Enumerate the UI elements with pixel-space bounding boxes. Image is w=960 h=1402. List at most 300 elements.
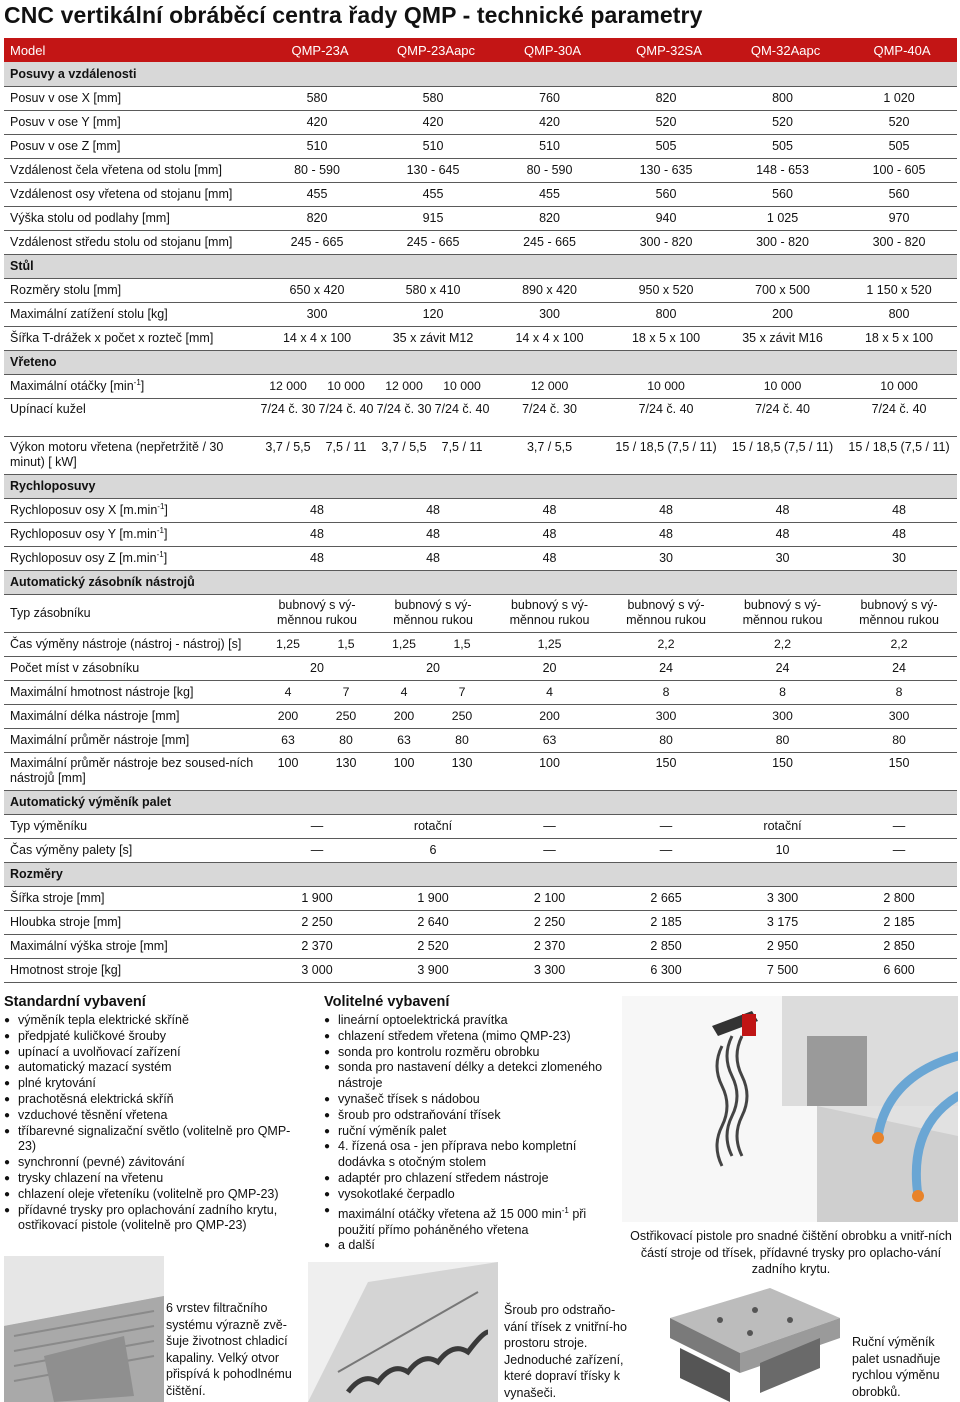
value-cell: 6 <box>375 838 491 862</box>
header-cell: QMP-30A <box>491 38 608 62</box>
value-cell: 1 900 <box>375 886 491 910</box>
filter-photo <box>4 1256 164 1402</box>
row-label: Maximální zatížení stolu [kg] <box>4 302 259 326</box>
value-cell: 2 950 <box>724 934 841 958</box>
value-cell: 30 <box>841 546 957 570</box>
list-item: ● vysokotlaké čerpadlo <box>324 1187 604 1203</box>
value-cell: 2 850 <box>608 934 724 958</box>
value-cell: 10 000 <box>317 374 375 398</box>
list-item: ● upínací a uvolňovací zařízení <box>4 1045 304 1061</box>
value-cell: 7/24 č. 30 <box>375 398 433 436</box>
value-cell: 130 <box>433 752 491 790</box>
value-cell: 3 900 <box>375 958 491 982</box>
value-cell: 8 <box>608 680 724 704</box>
value-cell: 300 <box>608 704 724 728</box>
value-cell: 7 <box>317 680 375 704</box>
value-cell: bubnový s vý-měnnou rukou <box>608 594 724 632</box>
value-cell: 455 <box>375 182 491 206</box>
value-cell: 200 <box>724 302 841 326</box>
row-label: Posuv v ose X [mm] <box>4 86 259 110</box>
value-cell: 510 <box>375 134 491 158</box>
value-cell: 10 000 <box>841 374 957 398</box>
value-cell: 48 <box>841 498 957 522</box>
value-cell: 2,2 <box>608 632 724 656</box>
value-cell: 15 / 18,5 (7,5 / 11) <box>608 436 724 474</box>
value-cell: 970 <box>841 206 957 230</box>
row-label: Vzdálenost osy vřetena od stojanu [mm] <box>4 182 259 206</box>
value-cell: 6 600 <box>841 958 957 982</box>
value-cell: 800 <box>608 302 724 326</box>
value-cell: 300 - 820 <box>724 230 841 254</box>
table-row <box>4 302 957 326</box>
value-cell: 2 370 <box>491 934 608 958</box>
section-row <box>4 790 957 814</box>
value-cell: — <box>841 814 957 838</box>
value-cell: 2 640 <box>375 910 491 934</box>
value-cell: 8 <box>841 680 957 704</box>
value-cell: 505 <box>724 134 841 158</box>
value-cell: 250 <box>433 704 491 728</box>
value-cell: 4 <box>491 680 608 704</box>
value-cell: 80 <box>608 728 724 752</box>
value-cell: 650 x 420 <box>259 278 375 302</box>
row-label: Čas výměny nástroje (nástroj - nástroj) [s] <box>4 632 259 656</box>
value-cell: 1 900 <box>259 886 375 910</box>
value-cell: 800 <box>841 302 957 326</box>
value-cell: 2,2 <box>841 632 957 656</box>
screw-photo <box>308 1262 498 1402</box>
value-cell: 300 <box>841 704 957 728</box>
row-label: Maximální výška stroje [mm] <box>4 934 259 958</box>
value-cell: 130 - 645 <box>375 158 491 182</box>
value-cell: — <box>259 814 375 838</box>
value-cell: 2 370 <box>259 934 375 958</box>
value-cell: 20 <box>259 656 375 680</box>
value-cell: 63 <box>259 728 317 752</box>
value-cell: bubnový s vý-měnnou rukou <box>259 594 375 632</box>
value-cell: 3 300 <box>724 886 841 910</box>
value-cell: 915 <box>375 206 491 230</box>
value-cell: 48 <box>259 498 375 522</box>
value-cell: 3,7 / 5,5 <box>491 436 608 474</box>
list-item: ● šroub pro odstraňování třísek <box>324 1108 604 1124</box>
table-row <box>4 958 957 982</box>
value-cell: 890 x 420 <box>491 278 608 302</box>
value-cell: 420 <box>375 110 491 134</box>
value-cell: 7/24 č. 30 <box>491 398 608 436</box>
list-item: ● vzduchové těsnění vřetena <box>4 1108 304 1124</box>
value-cell: 700 x 500 <box>724 278 841 302</box>
list-item: ● automatický mazací systém <box>4 1060 304 1076</box>
value-cell: 3 300 <box>491 958 608 982</box>
value-cell: 4 <box>375 680 433 704</box>
value-cell: 80 <box>841 728 957 752</box>
value-cell: 48 <box>491 546 608 570</box>
optional-equipment-title: Volitelné vybavení <box>324 994 450 1010</box>
value-cell: 7/24 č. 40 <box>841 398 957 436</box>
value-cell: 505 <box>608 134 724 158</box>
value-cell: 560 <box>608 182 724 206</box>
value-cell: 3,7 / 5,5 <box>375 436 433 474</box>
screw-photo-graphic <box>308 1262 498 1402</box>
value-cell: 820 <box>491 206 608 230</box>
table-row <box>4 326 957 350</box>
table-row <box>4 632 957 656</box>
value-cell: 2 250 <box>491 910 608 934</box>
value-cell: 300 - 820 <box>841 230 957 254</box>
value-cell: 148 - 653 <box>724 158 841 182</box>
value-cell: 7 <box>433 680 491 704</box>
value-cell: 63 <box>375 728 433 752</box>
value-cell: 820 <box>259 206 375 230</box>
value-cell: 7/24 č. 40 <box>317 398 375 436</box>
value-cell: 250 <box>317 704 375 728</box>
row-label: Vzdálenost středu stolu od stojanu [mm] <box>4 230 259 254</box>
row-label: Hmotnost stroje [kg] <box>4 958 259 982</box>
table-row <box>4 278 957 302</box>
value-cell: 48 <box>259 522 375 546</box>
value-cell: — <box>259 838 375 862</box>
value-cell: 24 <box>841 656 957 680</box>
value-cell: 3 175 <box>724 910 841 934</box>
value-cell: 455 <box>259 182 375 206</box>
value-cell: 18 x 5 x 100 <box>841 326 957 350</box>
table-row <box>4 134 957 158</box>
table-row <box>4 498 957 522</box>
value-cell: 1,25 <box>259 632 317 656</box>
list-item: ● chlazení oleje vřeteníku (volitelně pro QMP-23) <box>4 1187 304 1203</box>
filter-photo-graphic <box>4 1256 164 1402</box>
table-row <box>4 182 957 206</box>
table-row <box>4 158 957 182</box>
header-cell: QMP-40A <box>841 38 957 62</box>
table-row <box>4 374 957 398</box>
table-row <box>4 704 957 728</box>
value-cell: 130 - 635 <box>608 158 724 182</box>
value-cell: 200 <box>259 704 317 728</box>
header-cell: QMP-32SA <box>608 38 724 62</box>
optional-equipment-list <box>324 1013 604 1254</box>
value-cell: 520 <box>841 110 957 134</box>
list-item: ● 4. řízená osa - jen příprava nebo kompletní dodávka s otočným stolem <box>324 1139 604 1171</box>
list-item: ● trysky chlazení na vřetenu <box>4 1171 304 1187</box>
row-label: Šířka T-drážek x počet x rozteč [mm] <box>4 326 259 350</box>
value-cell: 80 <box>317 728 375 752</box>
table-row <box>4 110 957 134</box>
value-cell: 15 / 18,5 (7,5 / 11) <box>841 436 957 474</box>
value-cell: 200 <box>491 704 608 728</box>
value-cell: 10 <box>724 838 841 862</box>
value-cell: 48 <box>259 546 375 570</box>
row-label: Typ výměníku <box>4 814 259 838</box>
table-row <box>4 752 957 790</box>
table-row <box>4 86 957 110</box>
table-row <box>4 522 957 546</box>
value-cell: 420 <box>259 110 375 134</box>
list-item: ● tříbarevné signalizační světlo (volitelně pro QMP-23) <box>4 1124 304 1156</box>
value-cell: 15 / 18,5 (7,5 / 11) <box>724 436 841 474</box>
standard-equipment-title: Standardní vybavení <box>4 994 146 1010</box>
value-cell: 7 500 <box>724 958 841 982</box>
header-cell: QMP-23A <box>259 38 375 62</box>
pistol-caption: Ostřikovací pistole pro snadné čištění obrobku a vnitř-ních částí stroje od třísek, přídavné trysky pro oplacho-vání zadního krytu. <box>630 1229 952 1276</box>
section-row <box>4 474 957 498</box>
table-row <box>4 230 957 254</box>
superscript: -1 <box>157 502 165 512</box>
value-cell: 245 - 665 <box>375 230 491 254</box>
value-cell: 7/24 č. 40 <box>433 398 491 436</box>
value-cell: 510 <box>259 134 375 158</box>
list-item: ● ruční výměník palet <box>324 1124 604 1140</box>
section-row <box>4 62 957 86</box>
list-item: ● a další <box>324 1238 604 1254</box>
value-cell: 100 <box>375 752 433 790</box>
superscript: -1 <box>561 1205 569 1215</box>
value-cell: 245 - 665 <box>259 230 375 254</box>
row-label: Maximální průměr nástroje bez soused-ních nástrojů [mm] <box>4 752 259 790</box>
value-cell: 80 <box>433 728 491 752</box>
row-label: Maximální hmotnost nástroje [kg] <box>4 680 259 704</box>
value-cell: 150 <box>724 752 841 790</box>
value-cell: 420 <box>491 110 608 134</box>
pallet-photo-graphic <box>650 1278 850 1402</box>
value-cell: 48 <box>724 522 841 546</box>
value-cell: 48 <box>724 498 841 522</box>
list-item: ● předpjaté kuličkové šrouby <box>4 1029 304 1045</box>
value-cell: 2 665 <box>608 886 724 910</box>
value-cell: 14 x 4 x 100 <box>259 326 375 350</box>
row-label: Rychloposuv osy X $[m.\min^{-1}]$ <box>4 498 259 522</box>
value-cell: 2 800 <box>841 886 957 910</box>
row-label: Čas výměny palety [s] <box>4 838 259 862</box>
header-cell: QMP-23Aapc <box>375 38 491 62</box>
table-row <box>4 838 957 862</box>
value-cell: 3 000 <box>259 958 375 982</box>
value-cell: 24 <box>724 656 841 680</box>
table-row <box>4 546 957 570</box>
value-cell: 1 025 <box>724 206 841 230</box>
section-row <box>4 862 957 886</box>
value-cell: — <box>491 838 608 862</box>
row-label: Upínací kužel <box>4 398 259 436</box>
value-cell: 580 <box>259 86 375 110</box>
section-title: Rychloposuvy <box>4 474 957 498</box>
value-cell: 20 <box>375 656 491 680</box>
value-cell: bubnový s vý-měnnou rukou <box>375 594 491 632</box>
row-label: Výkon motoru vřetena (nepřetržitě / 30 minut) [ kW] <box>4 436 259 474</box>
value-cell: 1 150 x 520 <box>841 278 957 302</box>
value-cell: 30 <box>608 546 724 570</box>
value-cell: 580 <box>375 86 491 110</box>
value-cell: 48 <box>491 498 608 522</box>
value-cell: 7,5 / 11 <box>317 436 375 474</box>
pistol-photo-graphic <box>622 996 958 1222</box>
value-cell: 510 <box>491 134 608 158</box>
value-cell: 940 <box>608 206 724 230</box>
value-cell: 520 <box>724 110 841 134</box>
value-cell: rotační <box>724 814 841 838</box>
value-cell: 820 <box>608 86 724 110</box>
value-cell: 800 <box>724 86 841 110</box>
value-cell: 7/24 č. 40 <box>724 398 841 436</box>
value-cell: 520 <box>608 110 724 134</box>
header-model: Model <box>4 38 259 62</box>
table-row <box>4 436 957 474</box>
list-item: ● maximální otáčky vřetena až 15 000 $\min^{-1}$ při použití přímo poháněného vřetena <box>324 1203 604 1239</box>
value-cell: 24 <box>608 656 724 680</box>
section-title: Posuvy a vzdálenosti <box>4 62 957 86</box>
list-item: ● výměník tepla elektrické skříně <box>4 1013 304 1029</box>
value-cell: 150 <box>841 752 957 790</box>
row-label: Posuv v ose Y [mm] <box>4 110 259 134</box>
value-cell: 3,7 / 5,5 <box>259 436 317 474</box>
section-row <box>4 350 957 374</box>
row-label: Maximální otáčky $[\min^{-1}]$ <box>4 374 259 398</box>
table-row <box>4 594 957 632</box>
value-cell: 2 185 <box>841 910 957 934</box>
value-cell: 300 <box>724 704 841 728</box>
value-cell: bubnový s vý-měnnou rukou <box>491 594 608 632</box>
table-row <box>4 934 957 958</box>
list-item: ● synchronní (pevné) závitování <box>4 1155 304 1171</box>
value-cell: 300 - 820 <box>608 230 724 254</box>
list-item: ● vynašeč třísek s nádobou <box>324 1092 604 1108</box>
row-label: Rozměry stolu [mm] <box>4 278 259 302</box>
value-cell: 35 x závit M12 <box>375 326 491 350</box>
value-cell: 2 850 <box>841 934 957 958</box>
value-cell: 100 <box>259 752 317 790</box>
value-cell: 80 - 590 <box>491 158 608 182</box>
row-label: Rychloposuv osy Y $[m.\min^{-1}]$ <box>4 522 259 546</box>
section-row <box>4 570 957 594</box>
value-cell: rotační <box>375 814 491 838</box>
list-item: ● sonda pro nastavení délky a detekci zlomeného nástroje <box>324 1060 604 1092</box>
value-cell: 300 <box>259 302 375 326</box>
superscript: -1 <box>156 550 164 560</box>
table-row <box>4 656 957 680</box>
value-cell: 80 - 590 <box>259 158 375 182</box>
value-cell: 10 000 <box>608 374 724 398</box>
value-cell: 10 000 <box>724 374 841 398</box>
value-cell: 100 <box>491 752 608 790</box>
section-title: Stůl <box>4 254 957 278</box>
value-cell: 2 250 <box>259 910 375 934</box>
value-cell: 48 <box>375 498 491 522</box>
table-row <box>4 910 957 934</box>
table-row <box>4 680 957 704</box>
row-label: Posuv v ose Z [mm] <box>4 134 259 158</box>
value-cell: 7/24 č. 30 <box>259 398 317 436</box>
spec-table <box>4 38 957 983</box>
value-cell: 2 520 <box>375 934 491 958</box>
value-cell: 4 <box>259 680 317 704</box>
value-cell: 300 <box>491 302 608 326</box>
page-title: CNC vertikální obráběcí centra řady QMP - technické parametry <box>4 2 703 28</box>
value-cell: — <box>841 838 957 862</box>
value-cell: 560 <box>724 182 841 206</box>
value-cell: 20 <box>491 656 608 680</box>
screw-caption: Šroub pro odstraňo-vání třísek z vnitřní-ho prostoru stroje. Jednoduché zařízení, které dopraví třísky k vynašeči. <box>504 1303 627 1400</box>
value-cell: 455 <box>491 182 608 206</box>
value-cell: 12 000 <box>491 374 608 398</box>
value-cell: — <box>491 814 608 838</box>
value-cell: 120 <box>375 302 491 326</box>
value-cell: 760 <box>491 86 608 110</box>
value-cell: 1 020 <box>841 86 957 110</box>
value-cell: 48 <box>841 522 957 546</box>
value-cell: 7,5 / 11 <box>433 436 491 474</box>
value-cell: 1,5 <box>433 632 491 656</box>
list-item: ● adaptér pro chlazení středem nástroje <box>324 1171 604 1187</box>
standard-equipment-list <box>4 1013 304 1234</box>
row-label: Šířka stroje [mm] <box>4 886 259 910</box>
table-row <box>4 886 957 910</box>
value-cell: 505 <box>841 134 957 158</box>
value-cell: 63 <box>491 728 608 752</box>
value-cell: 7/24 č. 40 <box>608 398 724 436</box>
pallet-caption: Ruční výměník palet usnadňuje rychlou výměnu obrobků. <box>852 1335 941 1399</box>
value-cell: 18 x 5 x 100 <box>608 326 724 350</box>
value-cell: 150 <box>608 752 724 790</box>
row-label: Hloubka stroje [mm] <box>4 910 259 934</box>
table-row <box>4 814 957 838</box>
header-cell: QM-32Aapc <box>724 38 841 62</box>
section-row <box>4 254 957 278</box>
row-label: Výška stolu od podlahy [mm] <box>4 206 259 230</box>
value-cell: 48 <box>608 498 724 522</box>
value-cell: 6 300 <box>608 958 724 982</box>
value-cell: 245 - 665 <box>491 230 608 254</box>
value-cell: 48 <box>375 522 491 546</box>
superscript: -1 <box>156 526 164 536</box>
value-cell: 30 <box>724 546 841 570</box>
value-cell: 560 <box>841 182 957 206</box>
value-cell: 12 000 <box>375 374 433 398</box>
value-cell: bubnový s vý-měnnou rukou <box>841 594 957 632</box>
section-title: Rozměry <box>4 862 957 886</box>
value-cell: 35 x závit M16 <box>724 326 841 350</box>
value-cell: 10 000 <box>433 374 491 398</box>
row-label: Počet míst v zásobníku <box>4 656 259 680</box>
row-label: Vzdálenost čela vřetena od stolu [mm] <box>4 158 259 182</box>
pistol-photo <box>622 996 958 1222</box>
section-title: Automatický zásobník nástrojů <box>4 570 957 594</box>
list-item: ● chlazení středem vřetena (mimo QMP-23) <box>324 1029 604 1045</box>
list-item: ● lineární optoelektrická pravítka <box>324 1013 604 1029</box>
value-cell: 1,5 <box>317 632 375 656</box>
value-cell: 48 <box>608 522 724 546</box>
value-cell: — <box>608 838 724 862</box>
value-cell: 80 <box>724 728 841 752</box>
value-cell: 1,25 <box>491 632 608 656</box>
table-row <box>4 398 957 436</box>
value-cell: 2,2 <box>724 632 841 656</box>
superscript: -1 <box>133 378 141 388</box>
value-cell: 48 <box>375 546 491 570</box>
table-header <box>4 38 957 62</box>
table-row <box>4 206 957 230</box>
value-cell: 8 <box>724 680 841 704</box>
value-cell: 2 100 <box>491 886 608 910</box>
filter-caption: 6 vrstev filtračního systému výrazně zvě-šuje životnost chladicí kapaliny. Velký otvor přispívá k pohodlnému čištění. <box>166 1301 292 1398</box>
value-cell: 200 <box>375 704 433 728</box>
value-cell: 12 000 <box>259 374 317 398</box>
value-cell: 130 <box>317 752 375 790</box>
list-item: ● sonda pro kontrolu rozměru obrobku <box>324 1045 604 1061</box>
value-cell: 950 x 520 <box>608 278 724 302</box>
value-cell: — <box>608 814 724 838</box>
value-cell: 580 x 410 <box>375 278 491 302</box>
